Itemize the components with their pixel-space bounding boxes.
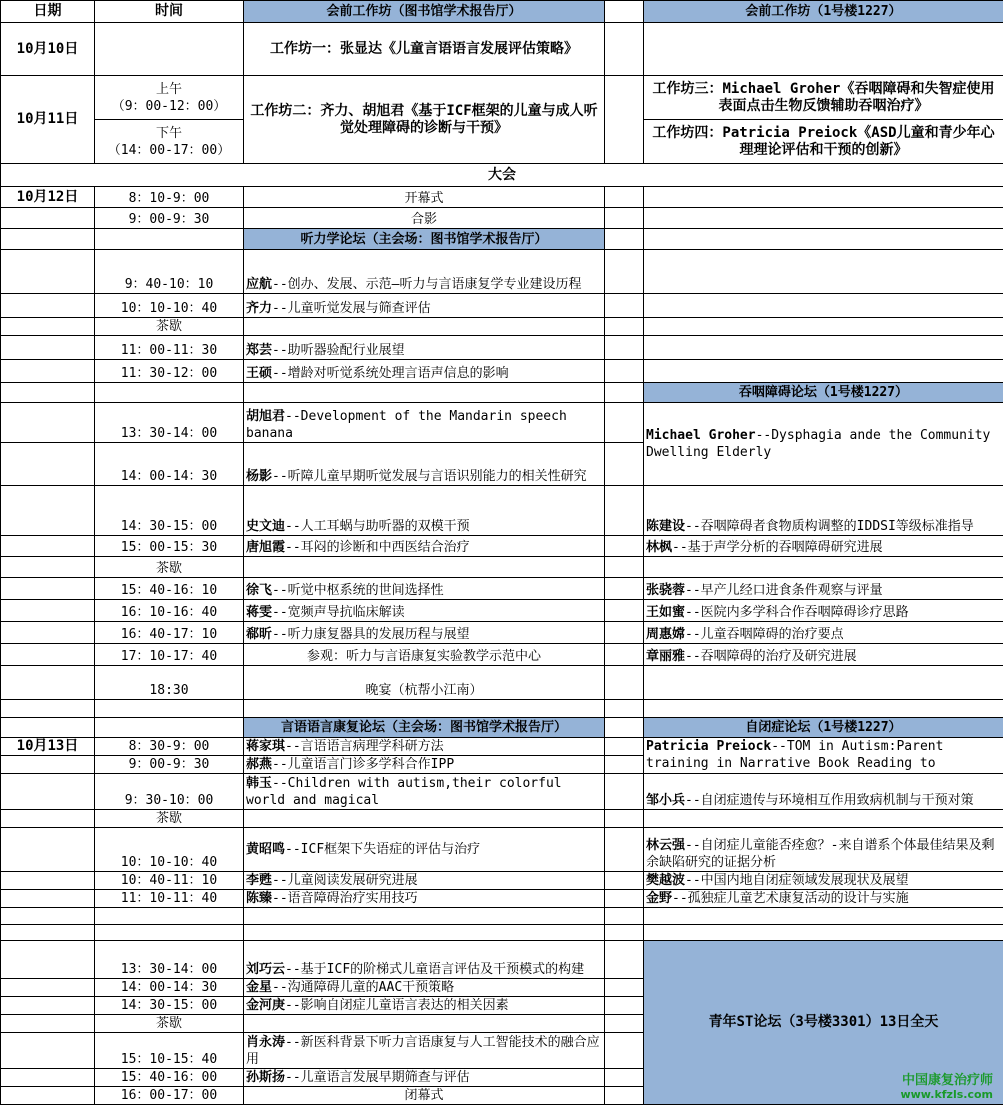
talk-cell — [644, 578, 1003, 600]
talk-topic: --语音障碍治疗实用技巧 — [272, 891, 418, 906]
tea-break: 茶歇 — [95, 810, 244, 828]
time-cell: 11：30-12：00 — [95, 360, 244, 383]
speaker-name: 郝燕 — [246, 757, 273, 772]
talk-topic: --自闭症儿童能否痊愈？-来自谱系个体最佳结果及剩余缺陷研究的证据分析 — [646, 838, 995, 870]
talk-topic: --Dysphagia ande the Community Dwelling Elderly — [646, 428, 991, 460]
table-row — [1, 336, 1003, 360]
table-row — [1, 536, 1003, 557]
header-date: 日期 — [1, 1, 95, 23]
talk-topic: --增龄对听觉系统处理言语声信息的影响 — [272, 366, 509, 381]
talk-topic: --基于声学分析的吞咽障碍研究进展 — [672, 540, 883, 555]
conference-label: 大会 — [1, 164, 1003, 187]
table-row — [1, 250, 1003, 294]
time-cell: 13：30-14：00 — [95, 941, 244, 979]
table-row — [1, 890, 1003, 908]
header-row — [1, 1, 1003, 23]
am-label: 上午 — [155, 81, 182, 97]
speaker-name: 应航 — [246, 277, 273, 292]
table-row — [1, 666, 1003, 700]
am-time: （9：00-12：00） — [111, 98, 227, 114]
talk-cell — [244, 738, 605, 756]
session-am — [95, 76, 244, 120]
talk-cell — [244, 1033, 605, 1069]
speaker-name: Michael Groher — [646, 428, 756, 443]
time-cell: 17：10-17：40 — [95, 644, 244, 666]
talk-cell — [644, 828, 1003, 872]
workshop-2: 工作坊二：齐力、胡旭君《基于ICF框架的儿童与成人听觉处理障碍的诊断与干预》 — [244, 76, 605, 164]
group-photo: 合影 — [244, 208, 605, 229]
watermark-line-1: 中国康复治疗师 — [901, 1073, 993, 1088]
speaker-name: 黄昭鸣 — [246, 842, 286, 857]
table-row — [1, 578, 1003, 600]
talk-topic: --影响自闭症儿童语言表达的相关因素 — [285, 998, 509, 1013]
talk-topic: --TOM in Autism:Parent training in Narrative Book Reading to — [646, 739, 944, 771]
pm-time: （14：00-17：00） — [107, 142, 231, 158]
talk-cell — [244, 774, 605, 810]
autism-forum-title: 自闭症论坛（1号楼1227） — [644, 718, 1003, 738]
speaker-name: 郗昕 — [246, 627, 273, 642]
time-cell: 9：00-9：30 — [95, 208, 244, 229]
speaker-name: 史文迪 — [246, 519, 286, 534]
speaker-name: 韩玉 — [246, 776, 273, 791]
talk-cell — [244, 828, 605, 872]
talk-cell — [244, 941, 605, 979]
spacer-row — [1, 700, 1003, 718]
date-oct13: 10月13日 — [1, 738, 95, 756]
speaker-name: 徐飞 — [246, 583, 273, 598]
time-cell: 15：00-15：30 — [95, 536, 244, 557]
talk-cell — [244, 600, 605, 622]
visit-item: 参观：听力与言语康复实验教学示范中心 — [244, 644, 605, 666]
talk-topic: --Development of the Mandarin speech banana — [246, 409, 567, 441]
speaker-name: 金星 — [246, 980, 273, 995]
talk-topic: --言语语言病理学科研方法 — [285, 739, 444, 754]
talk-topic: --人工耳蜗与助听器的双模干预 — [285, 519, 470, 534]
speaker-name: 陈臻 — [246, 891, 273, 906]
time-cell: 16：00-17：00 — [95, 1087, 244, 1105]
talk-topic: --儿童阅读发展研究进展 — [272, 873, 418, 888]
opening-ceremony: 开幕式 — [244, 187, 605, 208]
table-row — [1, 644, 1003, 666]
tea-break: 茶歇 — [95, 318, 244, 336]
speaker-name: 郑芸 — [246, 343, 273, 358]
talk-cell — [244, 360, 605, 383]
header-hall-a: 会前工作坊（图书馆学术报告厅） — [244, 1, 605, 23]
time-cell: 8：10-9：00 — [95, 187, 244, 208]
talk-cell — [644, 536, 1003, 557]
time-cell: 14：30-15：00 — [95, 997, 244, 1015]
time-cell: 11：10-11：40 — [95, 890, 244, 908]
table-row — [1, 774, 1003, 810]
talk-cell — [244, 336, 605, 360]
youth-st-forum: 青年ST论坛（3号楼3301）13日全天 — [644, 941, 1003, 1105]
date-oct10: 10月10日 — [1, 23, 95, 76]
speaker-name: 蒋雯 — [246, 605, 273, 620]
talk-topic: --中国内地自闭症领域发展现状及展望 — [685, 873, 909, 888]
talk-topic: --耳闷的诊断和中西医结合治疗 — [285, 540, 470, 555]
watermark-logo — [900, 1074, 993, 1102]
watermark-line-2: www.kfzls.com — [900, 1088, 993, 1101]
time-cell: 14：00-14：30 — [95, 979, 244, 997]
talk-topic: --听障儿童早期听觉发展与言语识别能力的相关性研究 — [272, 469, 587, 484]
time-cell: 13：30-14：00 — [95, 403, 244, 443]
speaker-name: 齐力 — [246, 301, 273, 316]
talk-cell — [244, 756, 605, 774]
pm-label: 下午 — [155, 125, 182, 141]
talk-topic: --儿童语言发展早期筛查与评估 — [285, 1070, 470, 1085]
talk-cell — [644, 890, 1003, 908]
speaker-name: 王硕 — [246, 366, 273, 381]
speaker-name: 刘巧云 — [246, 962, 286, 977]
table-row — [1, 360, 1003, 383]
talk-topic: --新医科背景下听力言语康复与人工智能技术的融合应用 — [246, 1035, 600, 1067]
speaker-name: 胡旭君 — [246, 409, 286, 424]
talk-cell — [644, 774, 1003, 810]
talk-cell — [644, 600, 1003, 622]
talk-cell — [244, 536, 605, 557]
talk-cell — [244, 997, 605, 1015]
time-cell: 18:30 — [95, 666, 244, 700]
spacer-row — [1, 925, 1003, 941]
table-row — [1, 941, 1003, 979]
date-oct11: 10月11日 — [1, 76, 95, 164]
talk-cell — [644, 486, 1003, 536]
time-cell: 10：40-11：10 — [95, 872, 244, 890]
row-oct10 — [1, 23, 1003, 76]
talk-topic: --听觉中枢系统的世间选择性 — [272, 583, 444, 598]
speaker-name: Patricia Preiock — [646, 739, 772, 754]
speaker-name: 孙斯扬 — [246, 1070, 286, 1085]
talk-cell — [244, 1069, 605, 1087]
speaker-name: 樊越波 — [646, 873, 686, 888]
time-cell: 10：10-10：40 — [95, 294, 244, 318]
talk-cell — [244, 250, 605, 294]
talk-cell — [644, 622, 1003, 644]
row-swallow-title — [1, 383, 1003, 403]
tea-break: 茶歇 — [95, 1015, 244, 1033]
date-oct12: 10月12日 — [1, 187, 95, 208]
dinner-item: 晚宴（杭帮小江南） — [244, 666, 605, 700]
table-row — [1, 318, 1003, 336]
talk-topic: --早产儿经口进食条件观察与评量 — [685, 583, 883, 598]
speaker-name: 周惠嫦 — [646, 627, 686, 642]
table-row — [1, 600, 1003, 622]
swallow-forum-title: 吞咽障碍论坛（1号楼1227） — [644, 383, 1003, 403]
time-cell: 16：10-16：40 — [95, 600, 244, 622]
talk-cell — [244, 294, 605, 318]
spacer-row — [1, 908, 1003, 925]
talk-topic: --自闭症遗传与环境相互作用致病机制与干预对策 — [685, 793, 974, 808]
talk-cell — [244, 443, 605, 486]
row-conference — [1, 164, 1003, 187]
speaker-name: 邹小兵 — [646, 793, 686, 808]
table-row — [1, 557, 1003, 578]
workshop-1: 工作坊一：张显达《儿童言语语言发展评估策略》 — [244, 23, 605, 76]
time-cell: 10：10-10：40 — [95, 828, 244, 872]
talk-cell — [644, 403, 1003, 486]
table-row — [1, 872, 1003, 890]
speaker-name: 林枫 — [646, 540, 673, 555]
talk-topic: --儿童听觉发展与筛查评估 — [272, 301, 431, 316]
workshop-3: 工作坊三：Michael Groher《吞咽障碍和失智症使用表面点击生物反馈辅助吞咽治疗》 — [644, 76, 1003, 120]
speaker-name: 肖永涛 — [246, 1035, 286, 1050]
speaker-name: 章丽雅 — [646, 649, 686, 664]
time-cell: 8：30-9：00 — [95, 738, 244, 756]
talk-topic: --儿童吞咽障碍的治疗要点 — [685, 627, 844, 642]
speaker-name: 唐旭霞 — [246, 540, 286, 555]
talk-topic: --沟通障碍儿童的AAC干预策略 — [272, 980, 455, 995]
talk-cell — [244, 622, 605, 644]
talk-cell — [244, 403, 605, 443]
talk-topic: --ICF框架下失语症的评估与治疗 — [285, 842, 481, 857]
time-cell: 15：10-15：40 — [95, 1033, 244, 1069]
speaker-name: 金野 — [646, 891, 673, 906]
closing-ceremony: 闭幕式 — [244, 1087, 605, 1105]
table-row — [1, 622, 1003, 644]
talk-topic: --儿童语言门诊多学科合作IPP — [272, 757, 455, 772]
table-row — [1, 486, 1003, 536]
time-cell: 9：40-10：10 — [95, 250, 244, 294]
table-row — [1, 810, 1003, 828]
language-forum-title: 言语语言康复论坛（主会场：图书馆学术报告厅） — [244, 718, 605, 738]
time-cell: 11：00-11：30 — [95, 336, 244, 360]
talk-cell — [644, 644, 1003, 666]
row-oct11-am — [1, 76, 1003, 120]
talk-topic: --吞咽障碍者食物质构调整的IDDSI等级标准指导 — [685, 519, 974, 534]
talk-cell — [244, 486, 605, 536]
table-row — [1, 294, 1003, 318]
time-cell: 9：30-10：00 — [95, 774, 244, 810]
workshop-4: 工作坊四：Patricia Preiock《ASD儿童和青少年心理理论评估和干预的创新》 — [644, 120, 1003, 164]
talk-topic: --宽频声导抗临床解读 — [272, 605, 405, 620]
speaker-name: 陈建设 — [646, 519, 686, 534]
time-cell: 15：40-16：10 — [95, 578, 244, 600]
table-row — [1, 403, 1003, 443]
row-language-title — [1, 718, 1003, 738]
speaker-name: 蒋家琪 — [246, 739, 286, 754]
row-photo — [1, 208, 1003, 229]
talk-cell — [244, 578, 605, 600]
talk-cell — [644, 738, 1003, 774]
talk-cell — [644, 872, 1003, 890]
talk-topic: --吞咽障碍的治疗及研究进展 — [685, 649, 857, 664]
time-cell: 14：30-15：00 — [95, 486, 244, 536]
speaker-name: 金河庚 — [246, 998, 286, 1013]
table-row — [1, 828, 1003, 872]
speaker-name: 李甦 — [246, 873, 273, 888]
talk-topic: --基于ICF的阶梯式儿童语言评估及干预模式的构建 — [285, 962, 585, 977]
talk-topic: --医院内多学科合作吞咽障碍诊疗思路 — [685, 605, 909, 620]
talk-topic: --创办、发展、示范—听力与言语康复学专业建设历程 — [272, 277, 582, 292]
session-pm — [95, 120, 244, 164]
talk-topic: --Children with autism,their colorful world and magical — [246, 776, 562, 808]
row-opening — [1, 187, 1003, 208]
row-hearing-title — [1, 229, 1003, 250]
talk-topic: --助听器验配行业展望 — [272, 343, 405, 358]
talk-topic: --孤独症儿童艺术康复活动的设计与实施 — [672, 891, 909, 906]
time-cell: 15：40-16：00 — [95, 1069, 244, 1087]
talk-topic: --听力康复器具的发展历程与展望 — [272, 627, 470, 642]
speaker-name: 张骁蓉 — [646, 583, 686, 598]
header-time: 时间 — [95, 1, 244, 23]
time-cell: 14：00-14：30 — [95, 443, 244, 486]
speaker-name: 王如蜜 — [646, 605, 686, 620]
speaker-name: 林云强 — [646, 838, 686, 853]
header-hall-b: 会前工作坊（1号楼1227） — [644, 1, 1003, 23]
speaker-name: 杨影 — [246, 469, 273, 484]
talk-cell — [244, 979, 605, 997]
talk-cell — [244, 890, 605, 908]
tea-break: 茶歇 — [95, 557, 244, 578]
time-cell: 16：40-17：10 — [95, 622, 244, 644]
table-row — [1, 738, 1003, 756]
hearing-forum-title: 听力学论坛（主会场：图书馆学术报告厅） — [244, 229, 605, 250]
talk-cell — [244, 872, 605, 890]
time-cell: 9：00-9：30 — [95, 756, 244, 774]
